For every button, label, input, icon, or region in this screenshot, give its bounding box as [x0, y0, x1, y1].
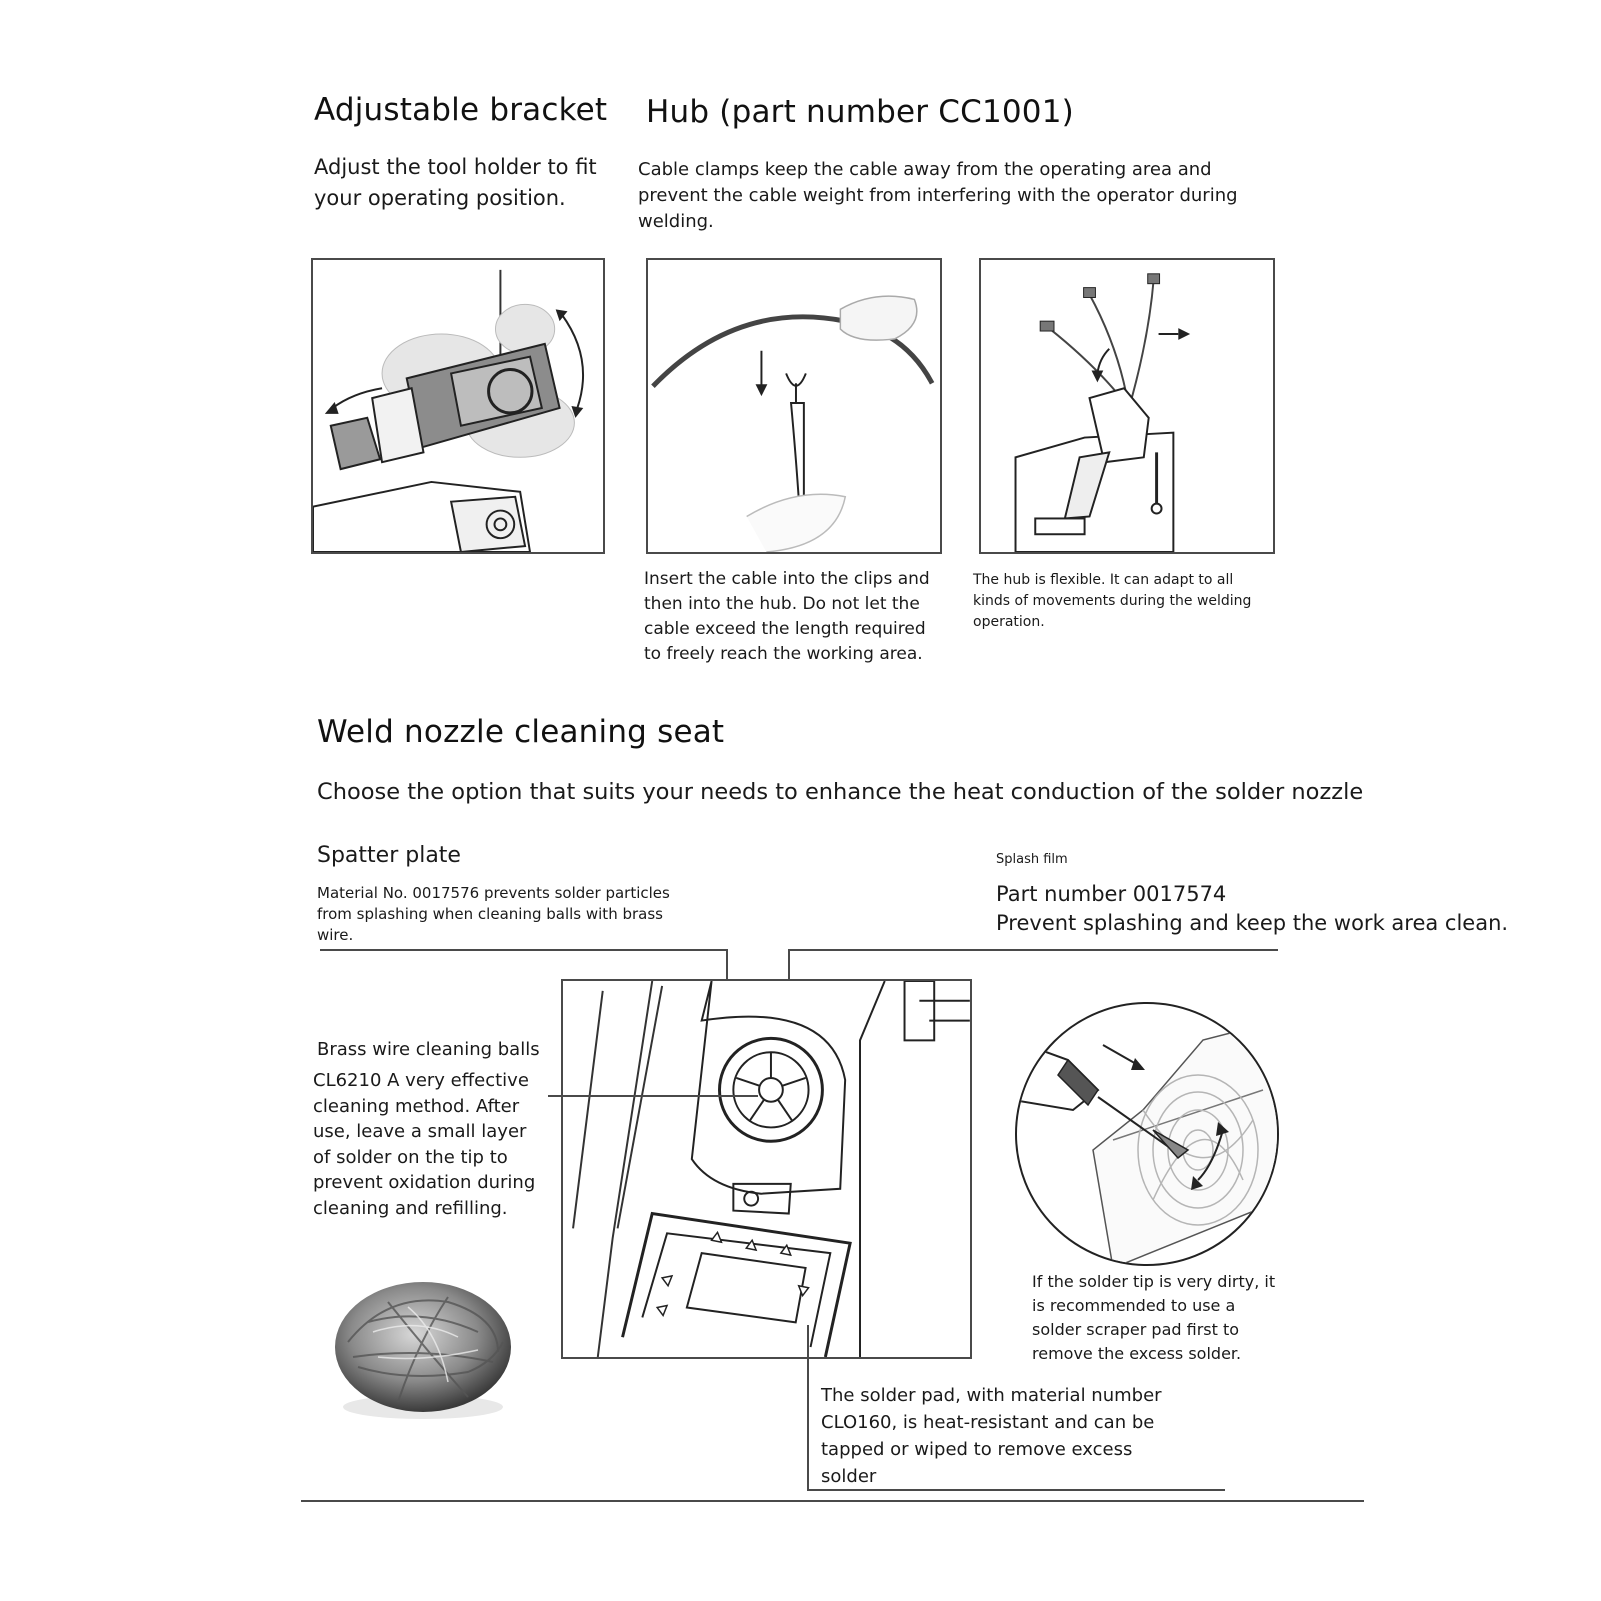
bracket-illustration: [311, 258, 605, 554]
hub-flexible-caption: The hub is flexible. It can adapt to all kinds of movements during the welding operation.: [973, 572, 1252, 630]
cleaning-station-drawing: [563, 981, 970, 1357]
brass-wire-ball-drawing: [328, 1262, 518, 1422]
brass-title: Brass wire cleaning balls: [317, 1039, 540, 1060]
hub-insert-illustration: [646, 258, 942, 554]
cleaning-title: Weld nozzle cleaning seat: [317, 714, 725, 750]
cleaning-station-illustration: [561, 979, 972, 1359]
splash-part: Part number 0017574: [996, 882, 1227, 906]
hub-flexible-illustration: [979, 258, 1275, 554]
bracket-drawing: [313, 260, 603, 552]
hub-flexible-drawing: [981, 260, 1273, 552]
splash-rule: [788, 949, 1278, 951]
scraper-description: If the solder tip is very dirty, it is recommended to use a solder scraper pad first to remove the excess solder.: [1032, 1272, 1276, 1363]
hub-title: Hub (part number CC1001): [646, 94, 1074, 130]
spatter-rule: [320, 949, 728, 951]
pad-description: The solder pad, with material number CLO160, is heat-resistant and can be tapped or wiped to remove excess solder: [821, 1385, 1162, 1487]
spatter-description: Material No. 0017576 prevents solder particles from splashing when cleaning balls with brass wire.: [317, 884, 670, 944]
bracket-title: Adjustable bracket: [314, 92, 608, 128]
pad-leader-vertical: [807, 1325, 809, 1491]
scraper-drawing: [1013, 1000, 1281, 1268]
hub-insert-drawing: [648, 260, 940, 552]
hub-insert-caption: Insert the cable into the clips and then into the hub. Do not let the cable exceed the length required to freely reach the working area.: [644, 569, 930, 664]
brass-wire-ball-image: [328, 1262, 518, 1422]
splash-description: Prevent splashing and keep the work area clean.: [996, 911, 1509, 935]
scraper-illustration: [1013, 1000, 1281, 1268]
spatter-title: Spatter plate: [317, 843, 461, 868]
cleaning-subtitle: Choose the option that suits your needs to enhance the heat conduction of the solder nozzle: [317, 779, 1364, 805]
brass-leader: [548, 1095, 758, 1097]
hub-description: Cable clamps keep the cable away from the operating area and prevent the cable weight from interfering with the operator during welding.: [638, 159, 1238, 232]
splash-label: Splash film: [996, 852, 1068, 867]
brass-description: CL6210 A very effective cleaning method. After use, leave a small layer of solder on the tip to prevent oxidation during cleaning and refilling.: [313, 1070, 536, 1219]
bracket-description: Adjust the tool holder to fit your operating position.: [314, 155, 597, 210]
bottom-rule: [301, 1500, 1364, 1502]
